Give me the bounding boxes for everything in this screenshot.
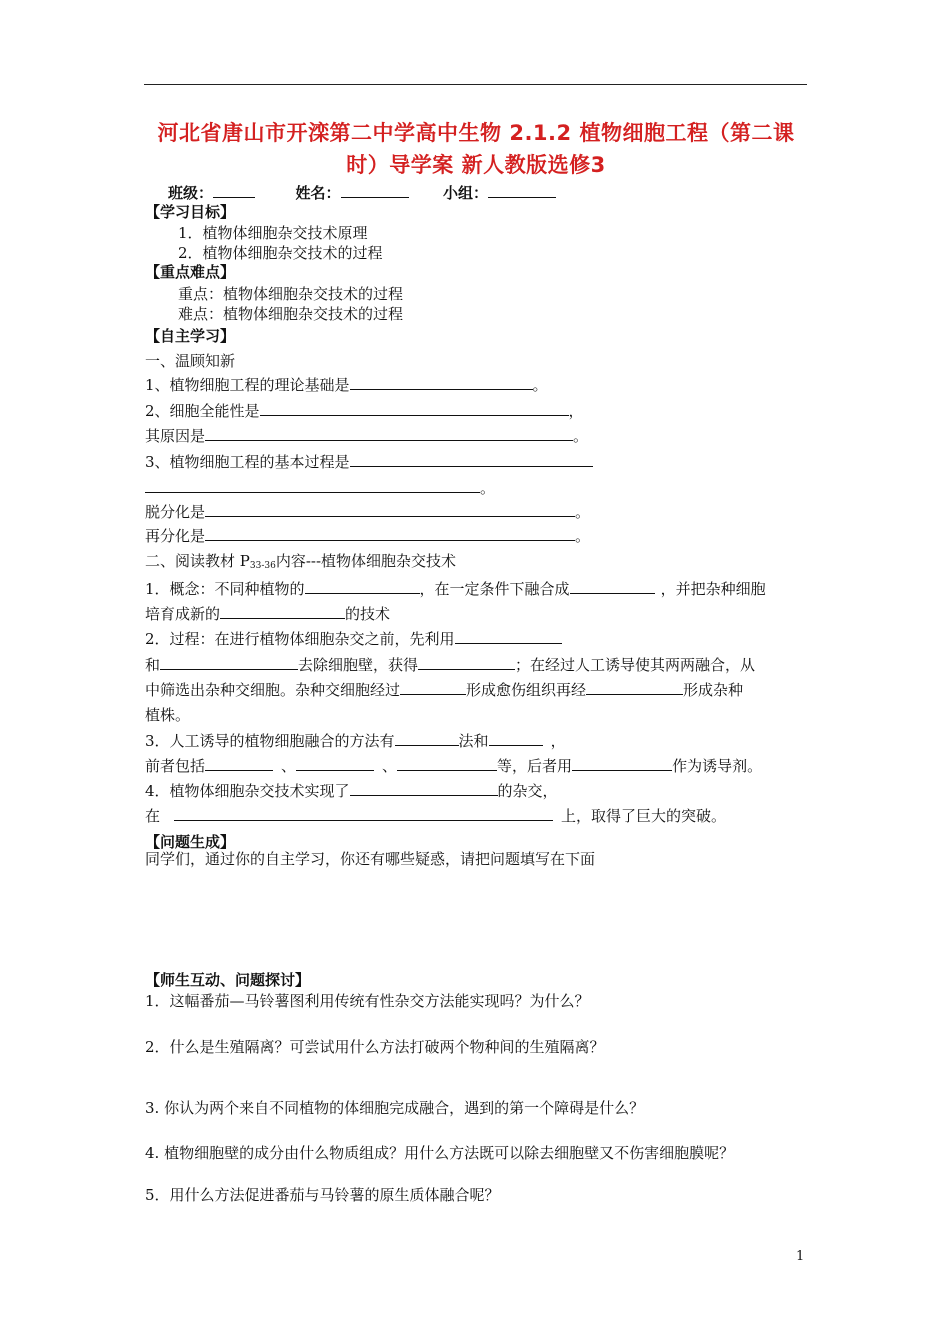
student-info-row	[168, 183, 556, 203]
fusion-line-2: 前者包括 、 、 等，后者用 作为诱导剂。	[145, 757, 763, 775]
key-point: 重点：植物体细胞杂交技术的过程	[178, 285, 404, 303]
blank-process-3[interactable]	[418, 655, 515, 670]
section-self-study: 【自主学习】	[145, 327, 236, 345]
blank-process-5[interactable]	[586, 680, 683, 695]
group-label: 小组：	[442, 184, 488, 202]
process-line-4: 植株。	[145, 706, 191, 724]
discussion-q3: 3. 你认为两个来自不同植物的体细胞完成融合，遇到的第一个障碍是什么？	[145, 1099, 645, 1117]
blank-basic-process-cont[interactable]	[145, 478, 480, 493]
section-goals: 【学习目标】	[145, 203, 236, 221]
review-q3: 3、植物细胞工程的基本过程是	[145, 452, 593, 472]
review-q2-reason: 其原因是 。	[145, 427, 589, 445]
review-dedifferentiation: 脱分化是 。	[145, 503, 591, 521]
process-line-3: 中筛选出杂种交细胞。杂种交细胞经过 形成愈伤组织再经 形成杂种	[145, 681, 744, 699]
review-q1: 1、植物细胞工程的理论基础是 。	[145, 376, 548, 394]
blank-achievement-1[interactable]	[350, 781, 498, 796]
blank-fusion-5[interactable]	[397, 756, 497, 771]
achievement-line-1: 4．植物体细胞杂交技术实现了 的杂交，	[145, 782, 558, 800]
concept-line-2: 培育成新的 的技术	[145, 605, 391, 623]
blank-dedifferentiation[interactable]	[205, 502, 575, 517]
name-blank[interactable]	[341, 183, 409, 198]
blank-reason[interactable]	[205, 426, 573, 441]
discussion-q2: 2．什么是生殖隔离？可尝试用什么方法打破两个物种间的生殖隔离？	[145, 1038, 605, 1056]
part-1-heading: 一、温顾知新	[145, 352, 236, 370]
part-2-heading: 二、阅读教材 $P_{33-36}$内容---植物体细胞杂交技术	[145, 552, 457, 571]
blank-concept-1[interactable]	[305, 579, 420, 594]
blank-fusion-4[interactable]	[296, 756, 374, 771]
process-line-2: 和 去除细胞壁，获得 ；在经过人工诱导使其两两融合，从	[145, 656, 756, 674]
class-blank[interactable]	[213, 183, 255, 198]
name-label: 姓名：	[295, 184, 341, 202]
blank-fusion-6[interactable]	[572, 756, 672, 771]
blank-redifferentiation[interactable]	[205, 526, 575, 541]
achievement-line-2: 在 上，取得了巨大的突破。	[145, 807, 727, 825]
class-label: 班级：	[168, 184, 214, 202]
review-q3-cont: 。	[145, 478, 495, 498]
header-rule	[144, 84, 807, 85]
discussion-q4: 4. 植物细胞壁的成分由什么物质组成？用什么方法既可以除去细胞壁又不伤害细胞膜呢？	[145, 1144, 735, 1162]
process-line-1: 2．过程：在进行植物体细胞杂交之前，先利用	[145, 629, 562, 649]
fusion-line-1: 3．人工诱导的植物细胞融合的方法有 法和 ，	[145, 732, 566, 750]
blank-basic-process[interactable]	[350, 452, 593, 467]
section-key: 【重点难点】	[145, 263, 236, 281]
page-number: 1	[796, 1249, 805, 1264]
discussion-q5: 5．用什么方法促进番茄与马铃薯的原生质体融合呢？	[145, 1186, 500, 1204]
concept-line-1: 1．概念：不同种植物的 ，在一定条件下融合成 ，并把杂种细胞	[145, 580, 766, 598]
blank-totipotency[interactable]	[260, 401, 569, 416]
group-blank[interactable]	[488, 183, 556, 198]
blank-process-2[interactable]	[160, 655, 298, 670]
blank-concept-3[interactable]	[220, 604, 345, 619]
section-question-gen: 【问题生成】	[145, 833, 236, 851]
blank-theory-basis[interactable]	[350, 375, 533, 390]
blank-fusion-2[interactable]	[489, 731, 543, 746]
title-line-1: 河北省唐山市开滦第二中学高中生物 2.1.2 植物细胞工程（第二课	[157, 121, 795, 145]
title-line-2: 时）导学案 新人教版选修3	[346, 153, 606, 177]
review-q2: 2、细胞全能性是 ，	[145, 402, 584, 420]
goal-1: 1．植物体细胞杂交技术原理	[178, 224, 368, 242]
blank-process-1[interactable]	[455, 629, 562, 644]
question-gen-text: 同学们，通过你的自主学习，你还有哪些疑惑，请把问题填写在下面	[145, 850, 596, 868]
goal-2: 2．植物体细胞杂交技术的过程	[178, 244, 383, 262]
blank-concept-2[interactable]	[570, 579, 655, 594]
blank-fusion-3[interactable]	[205, 756, 273, 771]
blank-process-4[interactable]	[400, 680, 466, 695]
difficult-point: 难点：植物体细胞杂交技术的过程	[178, 305, 404, 323]
review-redifferentiation: 再分化是 。	[145, 527, 591, 545]
blank-fusion-1[interactable]	[395, 731, 459, 746]
section-discussion: 【师生互动、问题探讨】	[145, 971, 311, 989]
discussion-q1: 1．这幅番茄—马铃薯图利用传统有性杂交方法能实现吗？为什么？	[145, 992, 590, 1010]
blank-achievement-2[interactable]	[174, 806, 553, 821]
